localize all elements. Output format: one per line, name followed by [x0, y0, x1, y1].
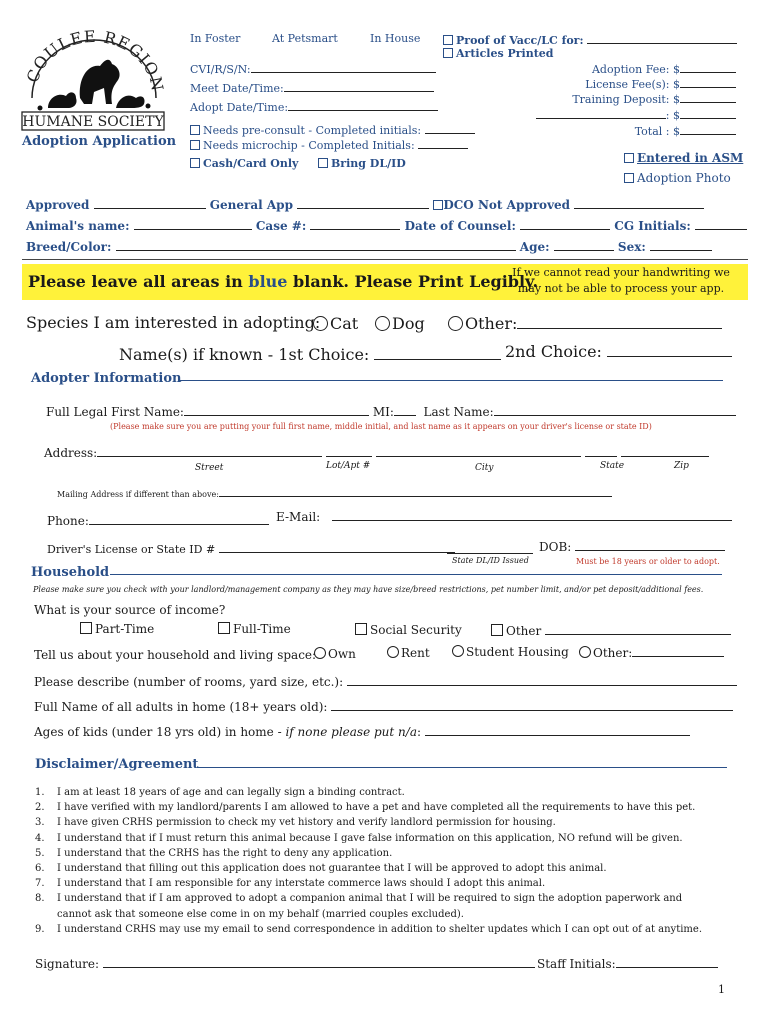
bring-dl-field[interactable]	[318, 157, 406, 170]
in-house-label: In House	[370, 32, 421, 45]
entered-asm-checkbox[interactable]	[624, 153, 634, 163]
not-approved-label: Not Approved	[477, 198, 571, 212]
general-app-line[interactable]	[297, 197, 429, 209]
street-line[interactable]	[97, 445, 322, 457]
adopt-label: Adopt Date/Time:	[190, 101, 289, 114]
microchip-checkbox[interactable]	[190, 140, 200, 150]
household-heading: Household	[31, 565, 110, 580]
other-species-radio[interactable]	[448, 316, 463, 331]
mi-label: MI:	[372, 405, 394, 419]
rent-label: Rent	[401, 646, 430, 660]
last-name-label: Last Name:	[423, 405, 494, 419]
proof-vacc-field[interactable]	[443, 32, 737, 47]
city-line[interactable]	[376, 445, 581, 457]
at-petsmart-label: At Petsmart	[272, 32, 338, 45]
full-time-label: Full-Time	[233, 622, 291, 636]
license-fee-label: License Fee(s): $	[585, 78, 680, 91]
cvi-field[interactable]	[190, 61, 436, 76]
part-time-option[interactable]	[80, 622, 154, 636]
adopter-info-heading: Adopter Information	[31, 371, 182, 386]
agreement-item: 7. I understand that I am responsible for any interstate commerce laws should I adopt this animal.	[35, 878, 546, 890]
signature-field[interactable]	[35, 956, 535, 971]
total-label: Total : $	[634, 125, 680, 138]
staff-initials-field[interactable]	[537, 956, 718, 971]
cg-initials-label: CG Initials:	[614, 219, 691, 233]
cat-label: Cat	[330, 314, 359, 333]
first-name-line[interactable]	[184, 404, 369, 416]
articles-printed-label: Articles Printed	[456, 47, 554, 60]
dob-label: DOB:	[539, 540, 572, 554]
email-field[interactable]	[276, 509, 732, 524]
second-choice-field[interactable]	[505, 342, 732, 361]
own-label: Own	[328, 647, 356, 661]
proof-vacc-label: Proof of Vacc/LC for:	[456, 34, 584, 47]
first-choice-field[interactable]	[119, 345, 501, 364]
first-choice-label: Name(s) if known - 1st Choice:	[119, 345, 370, 364]
address-field[interactable]	[44, 445, 709, 460]
other-income-option[interactable]	[491, 623, 731, 638]
adopt-date-field[interactable]	[190, 99, 438, 114]
training-deposit-field[interactable]	[572, 91, 736, 106]
mailing-label: Mailing Address if different than above:	[57, 490, 219, 499]
kids-label: Ages of kids (under 18 yrs old) in home -	[34, 725, 286, 739]
city-caption: City	[475, 463, 494, 473]
state-caption: State	[600, 461, 625, 471]
animal-name-label: Animal's name:	[26, 219, 130, 233]
preconsult-label: Needs pre-consult - Completed initials:	[203, 124, 422, 137]
second-choice-label: 2nd Choice:	[505, 342, 602, 361]
license-field[interactable]	[47, 541, 455, 556]
entered-asm-label: Entered in ASM	[637, 151, 744, 165]
lot-line[interactable]	[326, 445, 372, 457]
dco-label: DCO	[443, 198, 474, 212]
part-time-checkbox[interactable]	[80, 622, 92, 634]
license-line[interactable]	[219, 541, 455, 553]
form-title: Adoption Application	[22, 134, 177, 149]
disclaimer-heading: Disclaimer/Agreement	[35, 757, 199, 772]
describe-label: Please describe (number of rooms, yard size, etc.):	[34, 675, 344, 689]
bring-dl-checkbox[interactable]	[318, 158, 328, 168]
in-foster-label: In Foster	[190, 32, 241, 45]
agreement-item: 5. I understand that the CRHS has the right to deny any application.	[35, 847, 393, 859]
agreement-item: 2. I have verified with my landlord/parents I am allowed to have a pet and have completed all the requirements to have this pet.	[35, 802, 696, 814]
other-income-label: Other	[506, 624, 542, 638]
other-fee-field[interactable]	[536, 107, 736, 122]
case-line[interactable]	[310, 218, 400, 230]
phone-label: Phone:	[47, 514, 89, 528]
breed-line[interactable]	[116, 239, 516, 251]
social-security-label: Social Security	[370, 623, 462, 637]
meet-label: Meet Date/Time:	[190, 82, 284, 95]
cat-radio[interactable]	[313, 316, 328, 331]
training-deposit-label: Training Deposit: $	[572, 93, 680, 106]
student-housing-radio[interactable]	[452, 645, 464, 657]
general-app-label: General App	[209, 198, 293, 212]
first-name-field[interactable]	[46, 404, 736, 419]
preconsult-field[interactable]	[190, 122, 475, 137]
other-living-option[interactable]	[579, 645, 724, 660]
mailing-line[interactable]	[219, 488, 612, 497]
email-line[interactable]	[332, 509, 732, 521]
agreement-item-continued: cannot ask that someone else come in on my behalf (married couples excluded).	[57, 908, 464, 920]
counsel-line[interactable]	[520, 218, 610, 230]
kids-label-italic: if none please put n/a	[285, 725, 417, 739]
logo	[18, 28, 168, 138]
dob-line[interactable]	[575, 539, 725, 551]
not-approved-line[interactable]	[574, 197, 704, 209]
license-fee-field[interactable]	[585, 76, 736, 91]
zip-caption: Zip	[674, 461, 689, 471]
dog-label: Dog	[392, 314, 425, 333]
logo-arc-text: COULEE REGION	[22, 28, 168, 94]
adoption-fee-label: Adoption Fee: $	[591, 63, 680, 76]
animal-name-line[interactable]	[134, 218, 252, 230]
other-species-line[interactable]	[517, 314, 722, 329]
cash-card-field[interactable]	[190, 157, 298, 170]
other-living-line[interactable]	[632, 645, 724, 657]
approved-label: Approved	[26, 198, 90, 212]
first-name-label: Full Legal First Name:	[46, 405, 184, 419]
microchip-label: Needs microchip - Completed Initials:	[203, 139, 415, 152]
dog-radio[interactable]	[375, 316, 390, 331]
case-label: Case #:	[255, 219, 307, 233]
social-security-checkbox[interactable]	[355, 623, 367, 635]
status-row-1	[26, 197, 704, 212]
other-income-line[interactable]	[545, 623, 731, 635]
agreement-item: 4. I understand that if I must return this animal because I gave false information on this application, NO refund will be given.	[35, 832, 683, 844]
rent-option[interactable]	[387, 646, 430, 660]
sex-line[interactable]	[650, 239, 712, 251]
status-row-3	[26, 239, 712, 254]
other-living-radio[interactable]	[579, 646, 591, 658]
age-line[interactable]	[554, 239, 614, 251]
email-label: E-Mail:	[276, 510, 321, 524]
cat-option[interactable]	[313, 314, 358, 333]
cash-card-checkbox[interactable]	[190, 158, 200, 168]
mailing-field[interactable]	[57, 488, 612, 499]
landlord-note: Please make sure you check with your landlord/management company as they may have size/breed restrictions, pet number limit, and/or pet deposit/additional fees.	[33, 585, 704, 594]
proof-vacc-checkbox[interactable]	[443, 35, 453, 45]
own-option[interactable]	[314, 647, 356, 661]
adoption-fee-field[interactable]	[592, 61, 736, 76]
articles-printed-field[interactable]	[443, 47, 554, 60]
student-housing-option[interactable]	[452, 645, 569, 659]
own-radio[interactable]	[314, 647, 326, 659]
counsel-label: Date of Counsel:	[404, 219, 516, 233]
second-choice-line[interactable]	[607, 342, 732, 357]
first-choice-line[interactable]	[374, 345, 501, 360]
agreement-item: 8. I understand that if I am approved to adopt a companion animal that I will be required to sign the adoption paperwork and	[35, 893, 683, 905]
total-field[interactable]	[635, 123, 736, 138]
agreement-list	[35, 785, 702, 937]
adoption-photo-checkbox[interactable]	[624, 173, 634, 183]
living-question: Tell us about your household and living space:	[34, 648, 317, 662]
agreement-item: 1. I am at least 18 years of age and can legally sign a binding contract.	[35, 787, 405, 798]
age-label: Age:	[519, 240, 550, 254]
part-time-label: Part-Time	[95, 622, 155, 636]
phone-line[interactable]	[89, 513, 269, 525]
license-label: Driver's License or State ID #	[47, 543, 216, 556]
phone-field[interactable]	[47, 513, 269, 528]
breed-label: Breed/Color:	[26, 240, 112, 254]
logo-graphic	[18, 28, 168, 138]
approved-line[interactable]	[94, 197, 206, 209]
age-requirement-note: Must be 18 years or older to adopt.	[576, 557, 720, 566]
entered-asm-field[interactable]	[624, 151, 743, 165]
sex-label: Sex:	[617, 240, 646, 254]
bring-dl-label: Bring DL/ID	[331, 157, 406, 170]
adults-line[interactable]	[331, 699, 733, 711]
income-question: What is your source of income?	[34, 603, 226, 617]
student-housing-label: Student Housing	[466, 645, 569, 659]
other-species-label: Other:	[465, 314, 518, 333]
status-row-2	[26, 218, 747, 233]
full-time-option[interactable]	[218, 622, 291, 636]
signature-line[interactable]	[103, 956, 535, 968]
full-time-checkbox[interactable]	[218, 622, 230, 634]
dco-checkbox[interactable]	[433, 200, 443, 210]
adults-field[interactable]	[34, 699, 733, 714]
cash-card-label: Cash/Card Only	[203, 157, 299, 170]
meet-field[interactable]	[190, 80, 434, 95]
microchip-field[interactable]	[190, 137, 468, 152]
last-name-line[interactable]	[494, 404, 736, 416]
state-issued-caption: State DL/ID Issued	[452, 556, 529, 565]
name-note: (Please make sure you are putting your full first name, middle initial, and last name as it appears on your driver's license or state ID)	[110, 422, 652, 431]
dog-option[interactable]	[375, 314, 425, 333]
species-label: Species I am interested in adopting:	[26, 313, 321, 332]
adoption-photo-field[interactable]	[624, 171, 731, 185]
preconsult-checkbox[interactable]	[190, 125, 200, 135]
logo-name-text: HUMANE SOCIETY	[22, 114, 164, 130]
agreement-item: 9. I understand CRHS may use my email to send correspondence in addition to shelter updates which I can opt out of at anytime.	[35, 923, 703, 935]
staff-initials-line[interactable]	[616, 956, 718, 968]
other-species-option[interactable]	[448, 314, 722, 333]
lot-caption: Lot/Apt #	[326, 461, 371, 471]
state-line[interactable]	[585, 445, 617, 457]
other-fee-label: : $	[665, 109, 680, 122]
describe-field[interactable]	[34, 674, 737, 689]
social-security-option[interactable]	[355, 623, 462, 637]
staff-initials-label: Staff Initials:	[537, 957, 616, 971]
cvi-label: CVI/R/S/N:	[190, 63, 251, 76]
page-number: 1	[718, 983, 725, 996]
other-income-checkbox[interactable]	[491, 624, 503, 636]
street-caption: Street	[195, 463, 224, 473]
address-label: Address:	[44, 446, 98, 460]
adoption-photo-label: Adoption Photo	[637, 171, 731, 185]
rent-radio[interactable]	[387, 646, 399, 658]
adults-label: Full Name of all adults in home (18+ years old):	[34, 700, 328, 714]
kids-line[interactable]	[425, 724, 690, 736]
cg-initials-line[interactable]	[695, 218, 747, 230]
kids-field[interactable]: Ages of kids (under 18 yrs old) in home - if none please put n/a:	[34, 724, 690, 739]
banner-main-text: Please leave all areas in blue blank. Please Print Legibly.	[28, 272, 539, 291]
describe-line[interactable]	[347, 674, 737, 686]
banner-note: If we cannot read your handwriting we may not be able to process your app.	[512, 266, 730, 295]
other-living-label: Other:	[593, 646, 633, 660]
agreement-item: 3. I have given CRHS permission to check my vet history and verify landlord permission for housing.	[35, 817, 556, 829]
signature-label: Signature:	[35, 957, 100, 971]
articles-printed-checkbox[interactable]	[443, 48, 453, 58]
zip-line[interactable]	[621, 445, 709, 457]
dob-field[interactable]	[539, 539, 725, 554]
agreement-item: 6. I understand that filling out this application does not guarantee that I will be approved to adopt this animal.	[35, 863, 607, 875]
mi-line[interactable]	[394, 404, 416, 416]
